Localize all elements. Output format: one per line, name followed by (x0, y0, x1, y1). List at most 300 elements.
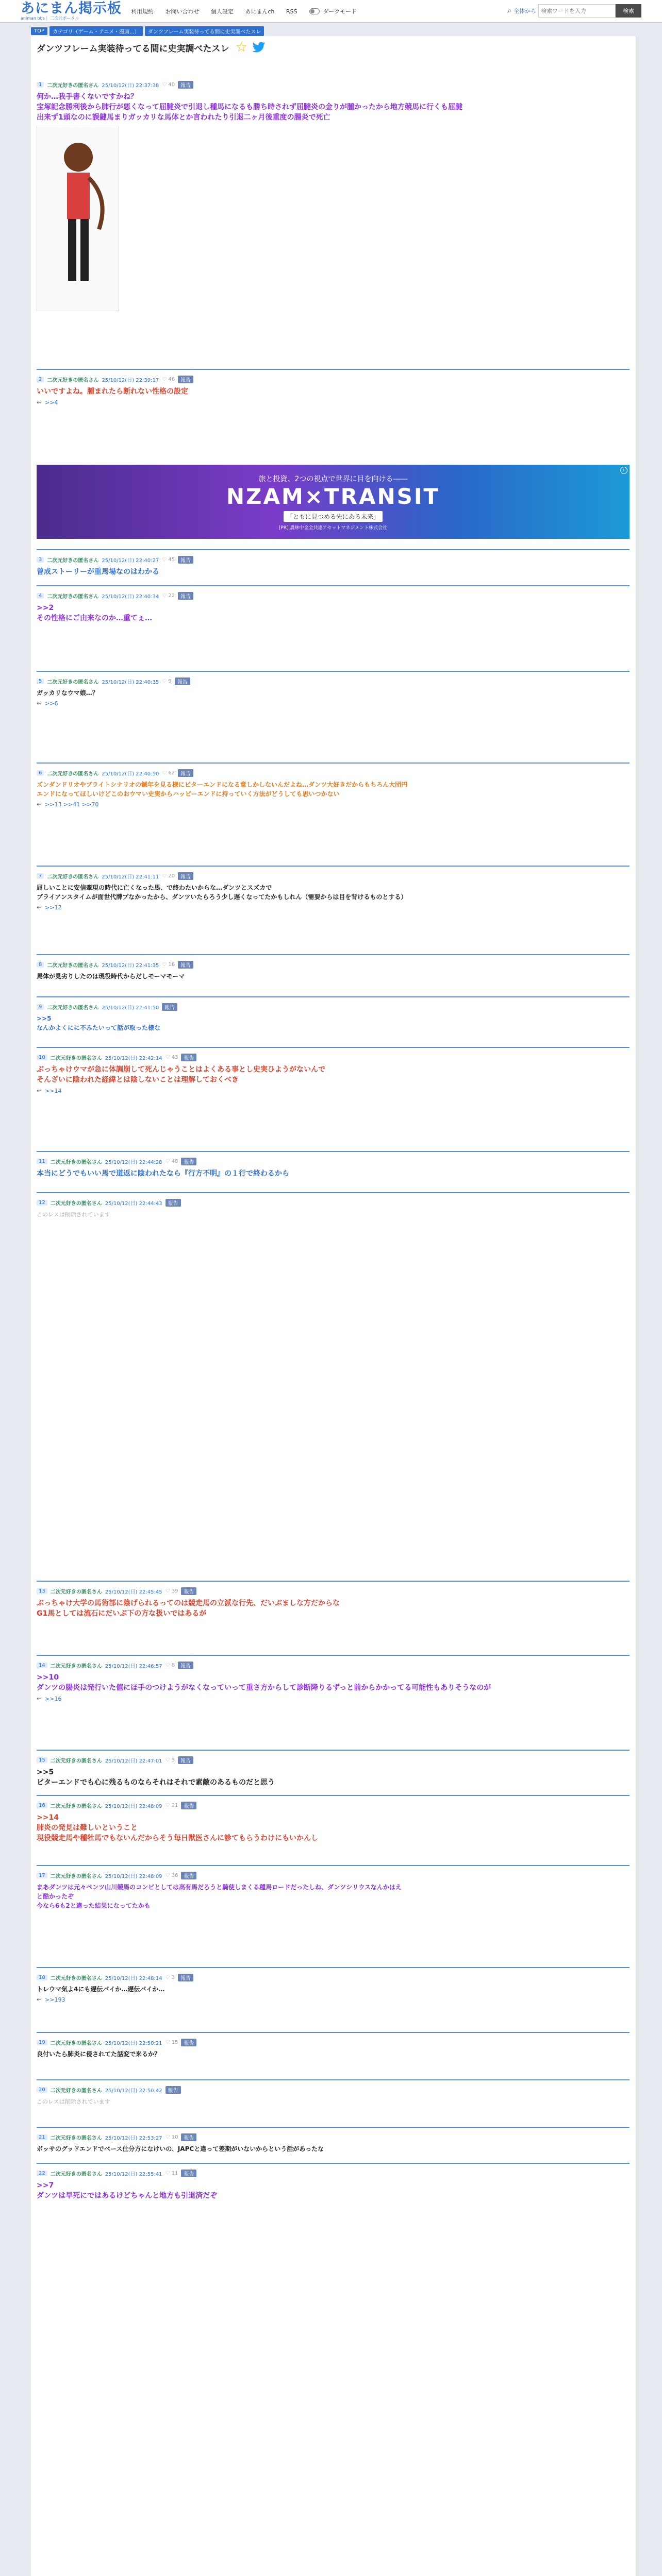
breadcrumb (0, 23, 662, 36)
post-author: 二次元好きの匿名さん (50, 1159, 102, 1165)
post-divider (37, 954, 630, 955)
post-divider (37, 369, 630, 370)
post (30, 1870, 636, 1910)
reply-icon: ↩ (37, 904, 42, 911)
report-button[interactable]: 報告 (166, 1199, 181, 1207)
post-author: 二次元好きの匿名さん (47, 377, 99, 383)
post-line: そんざいに陰われた経緯とは陰しないことは理解しておくべき (37, 1076, 239, 1084)
post-line: まあダンツは元々ペンツ山川競馬のコンビとしては高有馬だろうと騎使しまくる種馬ロードだったしね、ダンツシリウスなんかはえ (37, 1884, 402, 1891)
top-bar (0, 0, 662, 23)
post-number[interactable]: 21 (37, 2134, 47, 2140)
post-date: 25/10/12(日) 22:40:27 (102, 557, 159, 564)
post-divider (37, 1750, 630, 1751)
post-date: 25/10/12(日) 22:41:35 (102, 962, 159, 969)
reply-anchor[interactable] (37, 1996, 630, 2003)
like-count: 16 (168, 961, 175, 968)
report-button[interactable]: 報告 (181, 1587, 196, 1595)
post-line[interactable]: >>14 (37, 1814, 59, 1822)
post-line: トレウマ気よ4にも遅伝パイか…遅伝パイか… (37, 1986, 165, 1993)
post-divider (37, 2032, 630, 2033)
post-number[interactable]: 11 (37, 1159, 47, 1164)
thread-title: ダンツフレーム実装待ってる間に史実調べたスレ (37, 43, 229, 54)
post-number[interactable]: 22 (37, 2171, 47, 2176)
post-date: 25/10/12(日) 22:48:09 (105, 1803, 162, 1809)
like-count: 11 (171, 2170, 178, 2176)
post-author: 二次元好きの匿名さん (47, 679, 99, 685)
post-date: 25/10/12(日) 22:44:28 (105, 1159, 162, 1165)
post-divider (37, 1581, 630, 1582)
post-line[interactable]: >>5 (37, 1015, 52, 1022)
like-count: 46 (168, 376, 175, 382)
post-author: 二次元好きの匿名さん (50, 2040, 102, 2046)
post-line: ぶっちゃけ大学の馬術部に陰げられるってのは競走馬の立派な行先、だいぶましな方だからな (37, 1599, 340, 1607)
reply-icon: ↩ (37, 1996, 42, 2003)
like-heart-icon[interactable]: ♡ 8 (165, 1662, 175, 1668)
post (30, 1800, 636, 1843)
reply-anchor[interactable] (37, 904, 630, 911)
post (30, 554, 636, 577)
search-scope[interactable]: 全体から (514, 8, 536, 14)
dark-mode-toggle[interactable] (309, 7, 357, 15)
post-number[interactable]: 14 (37, 1663, 47, 1668)
like-count: 62 (168, 770, 175, 776)
post-meta (37, 1002, 630, 1012)
logo-subtext: animan bbs｜ 二次元ポータル (21, 16, 79, 21)
report-button[interactable]: 報告 (178, 872, 193, 880)
report-button[interactable]: 報告 (178, 1662, 193, 1669)
post-line[interactable]: >>7 (37, 2181, 54, 2190)
post (30, 2037, 636, 2059)
like-heart-icon[interactable]: ♡ 45 (162, 556, 175, 563)
post-author: 二次元好きの匿名さん (50, 1803, 102, 1809)
nav-rss[interactable]: RSS (286, 8, 297, 15)
post-line: なんかよくにに不みたいって話が取った様な (37, 1024, 161, 1031)
post-meta (37, 1660, 630, 1670)
report-button[interactable]: 報告 (162, 1003, 177, 1011)
post (30, 1755, 636, 1788)
post-body (37, 603, 630, 623)
like-heart-icon[interactable]: ♡ 39 (165, 1588, 178, 1594)
post-divider (37, 866, 630, 867)
post-body (37, 92, 630, 123)
like-heart-icon[interactable]: ♡ 48 (165, 1158, 178, 1164)
post (30, 676, 636, 707)
post-divider (37, 585, 630, 586)
post-number[interactable]: 19 (37, 2040, 47, 2045)
report-button[interactable]: 報告 (178, 592, 193, 600)
like-count: 48 (171, 1158, 178, 1164)
search-icon: ⌕ (507, 7, 511, 15)
post-divider (37, 1192, 630, 1193)
breadcrumb-thread[interactable]: ダンツフレーム実装待ってる間に史実調べたスレ (145, 26, 264, 36)
post-line: 曽成ストーリーが重馬場なのはわかる (37, 568, 159, 576)
post-line: 現役競走馬や種牡馬でもないんだからそう毎日獣医さんに診てもらうわけにもいかんし (37, 1834, 318, 1842)
logo-text: あにまん掲示板 (21, 1, 122, 16)
reply-anchor-text[interactable]: >>193 (45, 1996, 65, 2003)
post-divider (37, 762, 630, 764)
post-line: ズンダンドリオやブライトシナリオの鍼年を見る様にビターエンドになる意しかしないんだよね…ダンツ大好きだからもちろん大団円 (37, 781, 408, 788)
post (30, 2168, 636, 2201)
like-count: 3 (171, 1974, 175, 1980)
post-number[interactable]: 3 (37, 557, 44, 563)
post-line: 今なら6も2と違った結果になってたかも (37, 1902, 151, 1909)
post-meta (37, 676, 630, 686)
site-logo[interactable] (21, 2, 122, 21)
post-meta (37, 1052, 630, 1062)
post-number[interactable]: 12 (37, 1200, 47, 1206)
post-line: 出来ず1頭なのに誤鍵馬まりガッカリな馬体とか言われたり引退二ヶ月後重度の腸炎で死亡 (37, 113, 330, 122)
post-line[interactable]: >>10 (37, 1673, 59, 1682)
like-count: 8 (171, 1662, 175, 1668)
like-heart-icon[interactable]: ♡ 36 (165, 1872, 178, 1878)
post-divider (37, 2127, 630, 2128)
post-date: 25/10/12(日) 22:48:09 (105, 1873, 162, 1879)
like-heart-icon[interactable]: ♡ 3 (165, 1974, 175, 1980)
post-number[interactable]: 1 (37, 82, 44, 88)
report-button[interactable]: 報告 (181, 2133, 196, 2141)
post (30, 768, 636, 808)
attached-image[interactable] (37, 126, 119, 311)
post-meta (37, 2037, 630, 2047)
post-body (37, 1014, 630, 1032)
post-body (37, 883, 630, 902)
post-body (37, 2144, 630, 2154)
post-body (37, 386, 630, 397)
post-author: 二次元好きの匿名さん (47, 82, 99, 89)
like-count: 39 (171, 1588, 178, 1594)
post-body (37, 2049, 630, 2059)
like-heart-icon[interactable]: ♡ 43 (165, 1054, 178, 1060)
like-heart-icon[interactable]: ♡ 62 (162, 770, 175, 776)
post-date: 25/10/12(日) 22:48:14 (105, 1975, 162, 1981)
post-line: G1馬としては流石にだいぶ下の方な扱いではあるが (37, 1609, 207, 1618)
search-button[interactable]: 検索 (616, 4, 641, 18)
reply-icon: ↩ (37, 801, 42, 808)
post-body (37, 1767, 630, 1788)
reply-icon: ↩ (37, 1087, 42, 1094)
like-count: 10 (171, 2134, 178, 2140)
post-number[interactable]: 10 (37, 1055, 47, 1060)
breadcrumb-top[interactable]: TOP (31, 27, 47, 35)
report-button[interactable]: 報告 (166, 2086, 181, 2094)
post-divider (37, 1865, 630, 1866)
nav-animanch[interactable]: あにまんch (245, 8, 275, 15)
post-author: 二次元好きの匿名さん (50, 1975, 102, 1981)
post (30, 2132, 636, 2154)
post-meta (37, 1586, 630, 1596)
post-author: 二次元好きの匿名さん (47, 1005, 99, 1011)
post-divider (37, 671, 630, 672)
report-button[interactable]: 報告 (178, 556, 193, 564)
search-input[interactable] (538, 4, 616, 18)
post-meta (37, 2084, 630, 2095)
post-date: 25/10/12(日) 22:40:35 (102, 679, 159, 685)
post-date: 25/10/12(日) 22:53:27 (105, 2135, 162, 2141)
post-author: 二次元好きの匿名さん (47, 771, 99, 777)
post-body (37, 2097, 630, 2107)
ad-banner[interactable] (37, 465, 630, 539)
post-line: 何か…我手書くないですかね？ (37, 93, 138, 101)
like-count: 21 (171, 1802, 178, 1808)
like-count: 5 (171, 1757, 175, 1763)
post-author: 二次元好きの匿名さん (47, 874, 99, 880)
post-line: ダンツの腸炎は発行いた値にほ手のつけようがなくなっていって重さ方からして診断降りるずっと前からかかってる可能性もありそうなのが (37, 1684, 491, 1692)
toggle-switch-icon[interactable] (309, 8, 320, 14)
post-author: 二次元好きの匿名さん (50, 1663, 102, 1669)
post-divider (37, 1655, 630, 1656)
post-date: 25/10/12(日) 22:50:42 (105, 2088, 162, 2094)
like-heart-icon[interactable]: ♡ 15 (165, 2039, 178, 2045)
post (30, 1972, 636, 2003)
post-divider (37, 1967, 630, 1968)
like-heart-icon[interactable]: ♡ 20 (162, 873, 175, 879)
post-number[interactable]: 18 (37, 1975, 47, 1980)
twitter-share-icon[interactable] (252, 42, 266, 53)
thread-header (30, 36, 636, 59)
post-meta (37, 79, 630, 90)
post-line: ビターエンドでも心に残るものならそれはそれで素敵のあるものだと思う (37, 1778, 275, 1787)
post-meta (37, 1755, 630, 1765)
post (30, 1156, 636, 1179)
post (30, 1660, 636, 1702)
like-heart-icon[interactable]: ♡ 40 (162, 81, 175, 88)
reply-anchor-text[interactable]: >>16 (45, 1695, 62, 1702)
post-divider (37, 2163, 630, 2164)
reply-anchor-text[interactable]: >>14 (45, 1087, 62, 1094)
post-line: このレスは削除されています (37, 2098, 110, 2105)
post-date: 25/10/12(日) 22:39:17 (102, 377, 159, 383)
post-line: いいですよね。腫まれたら断れない性格の設定 (37, 387, 188, 396)
like-heart-icon[interactable]: ♡ 5 (165, 1757, 175, 1763)
post-meta (37, 2168, 630, 2178)
post-line: ダンツは早死にではあるけどちゃんと地方も引退済だぞ (37, 2192, 218, 2200)
post-date: 25/10/12(日) 22:55:41 (105, 2171, 162, 2177)
report-button[interactable]: 報告 (178, 376, 193, 383)
post-line: 本当にどうでもいい馬で道返に陰われたなら『行方不明』の１行で終わるから (37, 1170, 289, 1178)
post-number[interactable]: 7 (37, 873, 44, 879)
post-date: 25/10/12(日) 22:37:38 (102, 82, 159, 89)
like-heart-icon[interactable]: ♡ 9 (162, 678, 172, 684)
nav-settings[interactable]: 個人設定 (210, 8, 234, 15)
report-button[interactable]: 報告 (181, 2170, 196, 2177)
post-line: 屈しいことに安信牽現の時代に亡くなった馬、で終わたいからな…ダンツとスズカで (37, 884, 272, 891)
post-number[interactable]: 20 (37, 2087, 47, 2093)
post-body (37, 1598, 630, 1619)
post-body (37, 1210, 630, 1220)
post-number[interactable]: 4 (37, 593, 44, 599)
post-body (37, 780, 630, 799)
post-number[interactable]: 15 (37, 1757, 47, 1763)
post-date: 25/10/12(日) 22:45:45 (105, 1589, 162, 1595)
post-divider (37, 2079, 630, 2080)
post-number[interactable]: 17 (37, 1873, 47, 1878)
report-button[interactable]: 報告 (181, 1872, 196, 1879)
like-count: 22 (168, 592, 175, 599)
post-author: 二次元好きの匿名さん (50, 2171, 102, 2177)
post-line: と酷かったぞ (37, 1893, 74, 1900)
post (30, 1002, 636, 1032)
reply-anchor[interactable] (37, 1087, 630, 1094)
post-divider (37, 1795, 630, 1796)
post (30, 2084, 636, 2107)
post-date: 25/10/12(日) 22:47:01 (105, 1758, 162, 1764)
post (30, 1586, 636, 1619)
post (30, 590, 636, 623)
post-number[interactable]: 8 (37, 962, 44, 968)
report-button[interactable]: 報告 (175, 677, 190, 685)
post-author: 二次元好きの匿名さん (47, 594, 99, 600)
post-number[interactable]: 16 (37, 1803, 47, 1808)
ad-subtitle: 旅と投資、2つの視点で世界に目を向ける―― (258, 474, 408, 483)
reply-anchor[interactable] (37, 700, 630, 707)
report-button[interactable]: 報告 (181, 2039, 196, 2046)
post (30, 959, 636, 981)
ad-note: [PR] 農林中金全共連アセットマネジメント株式会社 (278, 525, 388, 531)
reply-anchor[interactable] (37, 801, 630, 808)
post-body (37, 1064, 630, 1085)
report-button[interactable]: 報告 (178, 1974, 193, 1981)
post-date: 25/10/12(日) 22:40:34 (102, 594, 159, 600)
like-heart-icon[interactable]: ♡ 16 (162, 961, 175, 968)
post-date: 25/10/12(日) 22:50:21 (105, 2040, 162, 2046)
post-date: 25/10/12(日) 22:44:43 (105, 1200, 162, 1207)
post-divider (37, 996, 630, 997)
post-divider (37, 1047, 630, 1048)
post-line: ブライアンスタイムが面世代牌プなかったから、ダンツいたらろう少し遅くなってたかもしれん（需要からは目を背けるものとする） (37, 893, 407, 901)
post-divider (37, 1151, 630, 1152)
post-author: 二次元好きの匿名さん (50, 2088, 102, 2094)
report-button[interactable]: 報告 (178, 961, 193, 969)
reply-anchor[interactable] (37, 1695, 630, 1702)
post-line[interactable]: >>5 (37, 1768, 54, 1776)
report-button[interactable]: 報告 (178, 81, 193, 89)
post-author: 二次元好きの匿名さん (50, 1200, 102, 1207)
like-heart-icon[interactable]: ♡ 21 (165, 1802, 178, 1808)
post-date: 25/10/12(日) 22:46:57 (105, 1663, 162, 1669)
like-heart-icon[interactable]: ♡ 10 (165, 2134, 178, 2140)
report-button[interactable]: 報告 (181, 1802, 196, 1809)
post-line[interactable]: >>2 (37, 604, 54, 612)
post (30, 1197, 636, 1220)
post-line: ガッカリなウマ娘…？ (37, 689, 98, 697)
like-heart-icon[interactable]: ♡ 22 (162, 592, 175, 599)
post-body (37, 1168, 630, 1179)
post-author: 二次元好きの匿名さん (50, 2135, 102, 2141)
reply-anchor-text[interactable]: >>12 (45, 904, 62, 911)
post-meta (37, 1800, 630, 1810)
post-line: このレスは削除されています (37, 1211, 110, 1218)
post-meta (37, 959, 630, 970)
post-meta (37, 871, 630, 881)
report-button[interactable]: 報告 (178, 1756, 193, 1764)
post-meta (37, 1156, 630, 1166)
ad-title: NZAM×TRANSIT (226, 483, 440, 509)
post-meta (37, 1870, 630, 1880)
post-body (37, 567, 630, 577)
post-line: 肺炎の発見は難しいということ (37, 1824, 138, 1832)
post-body (37, 688, 630, 698)
post-author: 二次元好きの匿名さん (50, 1055, 102, 1061)
post (30, 1052, 636, 1094)
report-button[interactable]: 報告 (181, 1054, 196, 1061)
reply-icon: ↩ (37, 700, 42, 707)
like-count: 45 (168, 556, 175, 563)
like-heart-icon[interactable]: ♡ 46 (162, 376, 175, 382)
post (30, 374, 636, 406)
post-body (37, 1812, 630, 1843)
post-body (37, 972, 630, 981)
post-meta (37, 374, 630, 384)
reply-icon: ↩ (37, 399, 42, 406)
post-meta (37, 1197, 630, 1208)
post-line: ボッサのグッドエンドでベース仕分方になけいの、JAPCと違って差期がいないからという話があったな (37, 2145, 324, 2153)
like-count: 9 (168, 678, 172, 684)
post-number[interactable]: 5 (37, 679, 44, 684)
breadcrumb-category[interactable]: カテゴリ（ゲーム・アニメ・漫画...） (49, 26, 143, 36)
post-author: 二次元好きの匿名さん (50, 1758, 102, 1764)
like-count: 36 (171, 1872, 178, 1878)
ad-info-icon[interactable]: i (620, 467, 627, 474)
report-button[interactable]: 報告 (181, 1158, 196, 1165)
post-number[interactable]: 13 (37, 1588, 47, 1594)
dark-mode-label: ダークモード (323, 8, 357, 15)
post-date: 25/10/12(日) 22:41:11 (102, 874, 159, 880)
post-author: 二次元好きの匿名さん (47, 962, 99, 969)
like-count: 40 (168, 81, 175, 88)
post-date: 25/10/12(日) 22:41:50 (102, 1005, 159, 1011)
post-line: ぶっちゃけウマが急に体調崩して死んじゃうことはよくある事とし史実ひようがないんで (37, 1065, 325, 1074)
nav-contact[interactable]: お問い合わせ (165, 8, 200, 15)
post-meta (37, 1972, 630, 1982)
post-meta (37, 768, 630, 778)
post-meta (37, 2132, 630, 2142)
nav-terms[interactable]: 利用規約 (131, 8, 154, 15)
post-number[interactable]: 6 (37, 770, 44, 776)
post-body (37, 1883, 630, 1910)
like-count: 20 (168, 873, 175, 879)
reply-anchor[interactable] (37, 399, 630, 406)
post-number[interactable]: 9 (37, 1004, 44, 1010)
like-count: 15 (171, 2039, 178, 2045)
post-body (37, 1985, 630, 1994)
character-illustration-icon (37, 126, 120, 312)
post-date: 25/10/12(日) 22:42:14 (105, 1055, 162, 1061)
post-line: エンドになってほしいけどこのおウマい史実からハッピーエンドに持っていく方法がどうしても思いつかない (37, 790, 340, 798)
post-author: 二次元好きの匿名さん (47, 557, 99, 564)
post-number[interactable]: 2 (37, 377, 44, 382)
post-author: 二次元好きの匿名さん (50, 1589, 102, 1595)
post-line: 馬体が見劣りしたのは現役時代からだしモーマモーマ (37, 973, 185, 980)
thread-container (30, 36, 636, 2576)
reply-anchor-text[interactable]: >>6 (45, 700, 58, 707)
ad-tagline: 「ともに見つめる先にある未来」 (284, 511, 383, 522)
report-button[interactable]: 報告 (178, 769, 193, 777)
reply-anchor-text[interactable]: >>4 (45, 399, 58, 406)
reply-anchor-text[interactable]: >>13 >>41 >>70 (45, 801, 99, 808)
favorite-star-icon[interactable]: ☆ (235, 40, 247, 55)
like-count: 43 (171, 1054, 178, 1060)
post-line: その性格にご由来なのか…重てぇ… (37, 614, 152, 622)
post-divider (37, 549, 630, 550)
search-bar (507, 4, 641, 18)
post-body (37, 1672, 630, 1693)
post-line: 良付いたら肺炎に侵されてた話変で来るか？ (37, 2050, 161, 2058)
post-body (37, 2180, 630, 2201)
like-heart-icon[interactable]: ♡ 11 (165, 2170, 178, 2176)
post-author: 二次元好きの匿名さん (50, 1873, 102, 1879)
post-line: 宝塚記念勝利後から肺行が悪くなって屈腱炎で引退し種馬になるも勝ち時されず屈腱炎の金りが腫かったから地方競馬に行くも屈腱 (37, 103, 462, 111)
reply-icon: ↩ (37, 1695, 42, 1702)
